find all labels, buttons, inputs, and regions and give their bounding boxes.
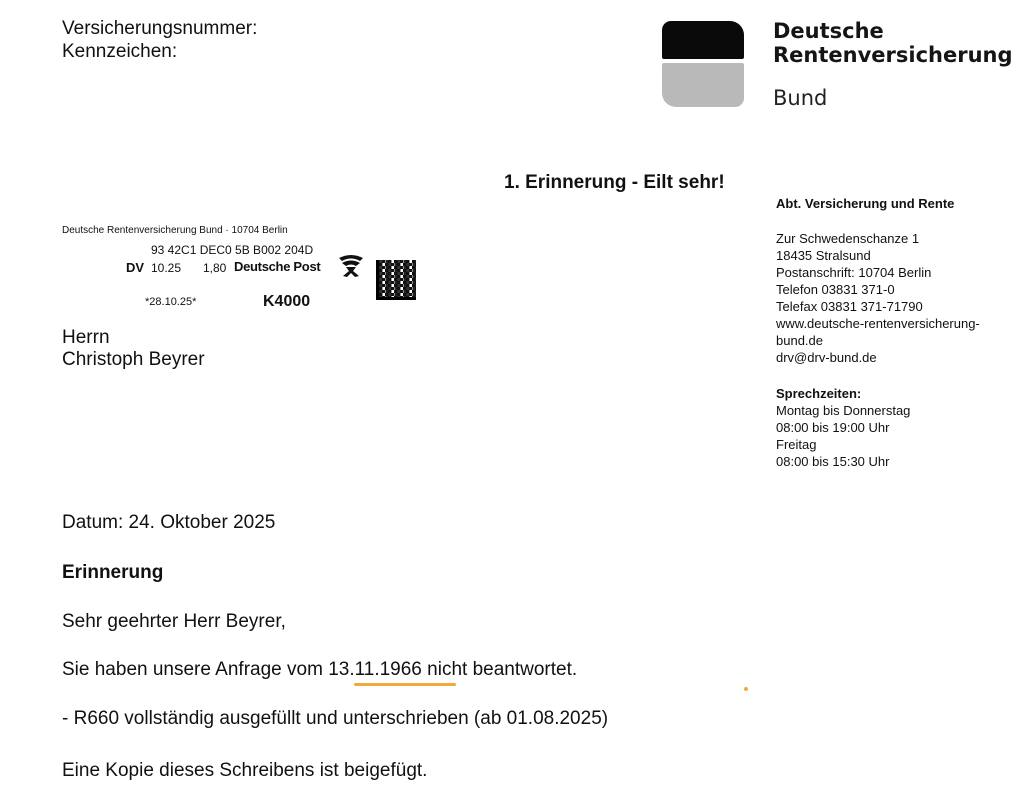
sender-phone: Telefon 03831 371-0 <box>776 282 895 297</box>
sender-city: 18435 Stralsund <box>776 248 871 263</box>
letter-date: Datum: 24. Oktober 2025 <box>62 512 276 533</box>
letter-closing: Eine Kopie dieses Schreibens ist beigefügt. <box>62 760 428 781</box>
letter-paragraph-1 <box>62 659 577 681</box>
sender-street: Zur Schwedenschanze 1 <box>776 231 920 246</box>
logo-text-line2: Rentenversicherung <box>773 43 1013 67</box>
recipient-name: Christoph Beyrer <box>62 349 205 370</box>
highlight-dot <box>744 687 748 691</box>
office-hours-days2: Freitag <box>776 437 817 452</box>
office-hours-days1: Montag bis Donnerstag <box>776 403 911 418</box>
stamp-dv-value: 10.25 <box>151 261 182 275</box>
sender-department: Abt. Versicherung und Rente <box>776 196 955 211</box>
letter-greeting: Sehr geehrter Herr Beyrer, <box>62 611 286 632</box>
office-hours-time1: 08:00 bis 19:00 Uhr <box>776 420 890 435</box>
logo-text-line1: Deutsche <box>773 19 884 43</box>
office-hours-time2: 08:00 bis 15:30 Uhr <box>776 454 890 469</box>
letter-list-item: - R660 vollständig ausgefüllt und unterschrieben (ab 01.08.2025) <box>62 708 609 729</box>
recipient-salutation: Herrn <box>62 327 110 348</box>
office-hours-title: Sprechzeiten: <box>776 386 862 401</box>
stamp-code: 93 42C1 DEC0 5B B002 204D <box>151 243 314 257</box>
highlight-underline <box>354 683 456 686</box>
letter-subject: Erinnerung <box>62 562 164 583</box>
logo-text-line3: Bund <box>773 86 828 110</box>
sender-fax: Telefax 03831 371-71790 <box>776 299 923 314</box>
headline: 1. Erinnerung - Eilt sehr! <box>504 172 725 193</box>
posthorn-icon <box>336 252 366 278</box>
insurance-number-label: Versicherungsnummer: <box>62 18 258 39</box>
stamp-dv: DV <box>126 260 145 275</box>
reference-label: Kennzeichen: <box>62 41 178 62</box>
stamp-date: *28.10.25* <box>145 296 197 308</box>
datamatrix-code <box>376 260 416 300</box>
sender-email: drv@drv-bund.de <box>776 350 877 365</box>
stamp-postage: 1,80 <box>203 261 227 275</box>
paragraph-1-end: nicht beantwortet. <box>421 659 578 680</box>
stamp-carrier: Deutsche Post <box>234 259 321 274</box>
return-address: Deutsche Rentenversicherung Bund · 10704 Berlin <box>62 225 288 236</box>
sender-postal-address: Postanschrift: 10704 Berlin <box>776 265 932 280</box>
inquiry-date: 13.11.1966 <box>328 659 422 680</box>
logo-mark-bottom <box>662 63 744 107</box>
logo-mark-top <box>662 21 744 59</box>
sender-website-cont: bund.de <box>776 333 823 348</box>
paragraph-1-start: Sie haben unsere Anfrage vom <box>62 659 329 680</box>
sender-website: www.deutsche-rentenversicherung- <box>776 316 980 331</box>
stamp-k-code: K4000 <box>263 293 311 310</box>
